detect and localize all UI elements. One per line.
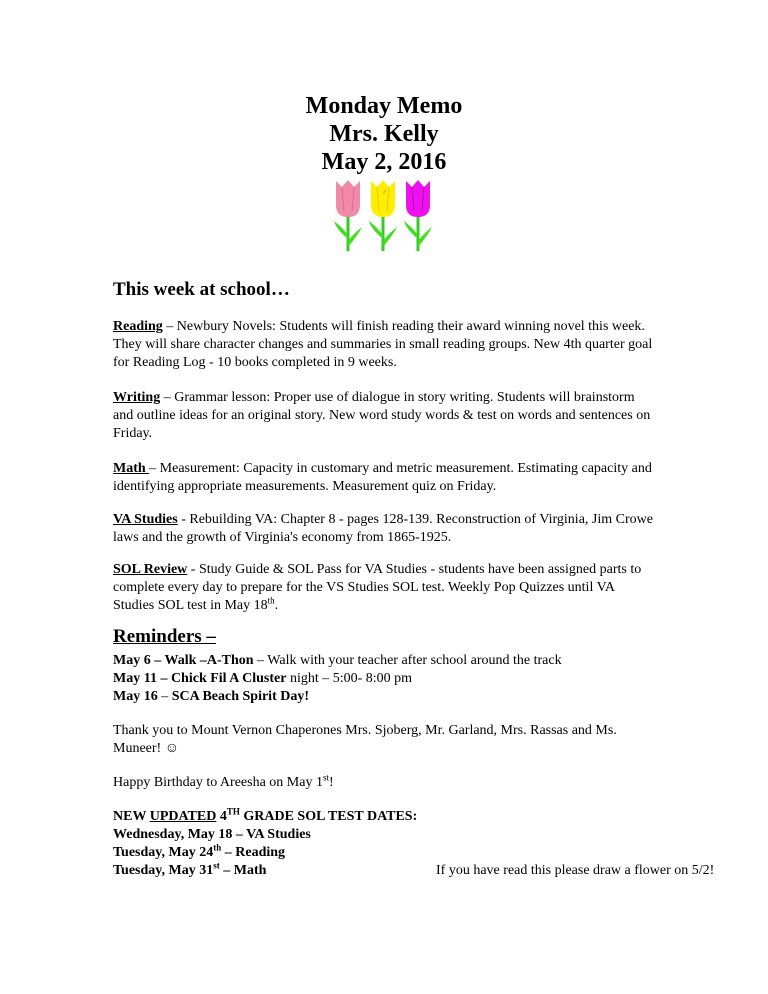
sol-dates-heading	[113, 808, 658, 826]
reminders-heading: Reminders –	[113, 626, 216, 647]
math-text: – Measurement: Capacity in customary and metric measurement. Estimating capacity and identifying appropriate measurements. Measurement quiz on Friday.	[113, 461, 652, 494]
reminder-rest: night – 5:00- 8:00 pm	[286, 671, 413, 686]
reading-paragraph	[113, 318, 658, 372]
magenta-tulip-icon	[404, 180, 432, 251]
sol-heading-part: GRADE SOL TEST DATES:	[239, 809, 418, 824]
writing-text: – Grammar lesson: Proper use of dialogue in story writing. Students will brainstorm and outline ideas for an original story. New word study words & test on words and sentences on Friday.	[113, 390, 651, 441]
flower-note: If you have read this please draw a flower on 5/2!	[436, 863, 715, 878]
week-heading: This week at school…	[113, 279, 290, 300]
birthday-paragraph	[113, 774, 658, 792]
writing-label: Writing	[113, 390, 161, 405]
reminders-list	[113, 652, 658, 706]
sol-date-line	[113, 844, 658, 862]
sol-heading-sup: TH	[226, 806, 240, 817]
sol-date-part: – Math	[219, 863, 267, 878]
math-label: Math	[113, 461, 150, 476]
sol-date-sup: th	[213, 842, 222, 853]
memo-header	[0, 92, 768, 176]
birthday-sup: st	[322, 772, 329, 783]
pink-tulip-icon	[334, 180, 362, 251]
sol-review-sup: th	[267, 595, 275, 606]
reminder-item	[113, 670, 658, 688]
reminder-bold: May 6 – Walk –A-Thon	[113, 653, 254, 668]
reminder-bold: May 16	[113, 689, 158, 704]
reminder-rest: – Walk with your teacher after school around the track	[253, 653, 562, 668]
sol-heading-part: NEW	[113, 809, 150, 824]
sol-date-part: Tuesday, May 24	[113, 845, 214, 860]
birthday-text: Happy Birthday to Areesha on May 1	[113, 775, 323, 790]
reminder-rest: –	[157, 689, 172, 704]
birthday-end: !	[328, 775, 334, 790]
memo-title: Monday Memo	[305, 93, 463, 119]
thanks-paragraph: Thank you to Mount Vernon Chaperones Mrs. Sjoberg, Mr. Garland, Mrs. Rassas and Ms. Muneer! ☺	[113, 723, 617, 756]
reminder-bold: May 11 – Chick Fil A Cluster	[113, 671, 287, 686]
sol-heading-updated: UPDATED	[149, 809, 217, 824]
sol-review-text: - Study Guide & SOL Pass for VA Studies - students have been assigned parts to complete every day to prepare for the VS Studies SOL test. Weekly Pop Quizzes until VA Studies SOL test in May 18	[113, 562, 642, 613]
reminder-item	[113, 688, 658, 706]
sol-date-sup: st	[213, 860, 220, 871]
reading-text: – Newbury Novels: Students will finish reading their award winning novel this week. They will share character changes and summaries in small reading groups. New 4th quarter goal for Reading Log - 10 books completed in 9 weeks.	[113, 319, 653, 370]
sol-date-part: – Reading	[221, 845, 286, 860]
memo-date: May 2, 2016	[321, 149, 447, 175]
sol-date-part: Tuesday, May 31	[113, 863, 214, 878]
reminder-item	[113, 652, 658, 670]
va-studies-paragraph	[113, 511, 658, 547]
writing-paragraph	[113, 389, 658, 443]
yellow-tulip-icon	[369, 180, 397, 251]
va-studies-label: VA Studies	[113, 512, 178, 527]
va-studies-text: - Rebuilding VA: Chapter 8 - pages 128-139. Reconstruction of Virginia, Jim Crowe laws and the growth of Virginia's economy from 1865-1925.	[113, 512, 653, 545]
sol-date-line	[113, 860, 715, 880]
reading-label: Reading	[113, 319, 163, 334]
sol-date-line: Wednesday, May 18 – VA Studies	[113, 827, 311, 842]
sol-dates-block	[113, 806, 715, 880]
sol-review-paragraph	[113, 561, 658, 615]
reminder-bold: SCA Beach Spirit Day!	[171, 689, 310, 704]
sol-review-label: SOL Review	[113, 562, 188, 577]
tulips-illustration	[330, 177, 437, 257]
teacher-name: Mrs. Kelly	[329, 121, 439, 147]
sol-review-end: .	[274, 598, 279, 613]
math-paragraph	[113, 460, 658, 496]
sol-heading-part: 4	[216, 809, 227, 824]
